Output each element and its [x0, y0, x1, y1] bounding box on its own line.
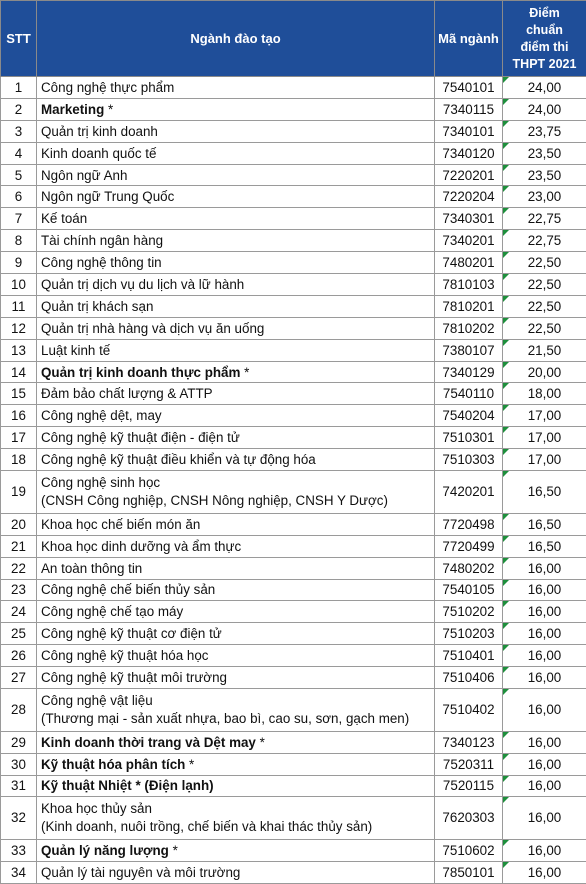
row-score: 16,00 — [503, 862, 586, 884]
row-major-code: 7510203 — [435, 623, 503, 645]
row-major-code: 7340201 — [435, 230, 503, 252]
major-name-text: Tài chính ngân hàng — [41, 233, 163, 248]
header-score-line: điểm thi — [503, 39, 586, 56]
row-score: 22,75 — [503, 208, 586, 230]
major-name-subline: (Thương mại - sản xuất nhựa, bao bì, cao su, sơn, gạch men) — [41, 710, 430, 728]
table-row — [1, 208, 586, 230]
table-row — [1, 77, 586, 99]
row-major-name — [37, 142, 435, 164]
major-name-subline: (Kinh doanh, nuôi trồng, chế biến và khai thác thủy sản) — [41, 818, 430, 836]
row-major-name — [37, 775, 435, 797]
row-stt: 4 — [1, 142, 37, 164]
row-major-code: 7340101 — [435, 120, 503, 142]
header-stt: STT — [1, 1, 37, 77]
major-name-text: Đảm bảo chất lượng & ATTP — [41, 386, 213, 401]
row-stt: 28 — [1, 688, 37, 731]
row-stt: 12 — [1, 317, 37, 339]
row-major-name — [37, 230, 435, 252]
table-row — [1, 667, 586, 689]
row-stt: 17 — [1, 427, 37, 449]
row-stt: 32 — [1, 797, 37, 840]
row-stt: 3 — [1, 120, 37, 142]
row-major-code: 7620303 — [435, 797, 503, 840]
table-row — [1, 98, 586, 120]
row-score: 16,00 — [503, 688, 586, 731]
major-name-text: Công nghệ kỹ thuật môi trường — [41, 670, 227, 685]
table-row — [1, 623, 586, 645]
table-row — [1, 840, 586, 862]
major-name-text: Công nghệ kỹ thuật cơ điện tử — [41, 626, 222, 641]
row-score: 16,50 — [503, 535, 586, 557]
row-score: 23,50 — [503, 142, 586, 164]
table-row — [1, 383, 586, 405]
row-stt: 25 — [1, 623, 37, 645]
major-name-text: Công nghệ kỹ thuật điện - điện tử — [41, 430, 240, 445]
row-score: 20,00 — [503, 361, 586, 383]
major-name-text: Công nghệ thông tin — [41, 255, 162, 270]
row-stt: 27 — [1, 667, 37, 689]
row-major-name — [37, 164, 435, 186]
major-name-text: Khoa học chế biến món ăn — [41, 517, 200, 532]
row-score: 17,00 — [503, 449, 586, 471]
row-stt: 10 — [1, 274, 37, 296]
row-major-code: 7420201 — [435, 471, 503, 514]
row-major-code: 7340129 — [435, 361, 503, 383]
row-stt: 26 — [1, 645, 37, 667]
row-score: 16,50 — [503, 471, 586, 514]
row-major-name — [37, 623, 435, 645]
row-stt: 11 — [1, 295, 37, 317]
row-major-code: 7540204 — [435, 405, 503, 427]
major-name-note: * — [169, 843, 178, 858]
row-major-name — [37, 208, 435, 230]
table-header-row — [1, 1, 586, 77]
row-major-code: 7720499 — [435, 535, 503, 557]
row-stt: 9 — [1, 252, 37, 274]
row-major-code: 7510406 — [435, 667, 503, 689]
row-stt: 19 — [1, 471, 37, 514]
row-major-name — [37, 797, 435, 840]
table-row — [1, 142, 586, 164]
major-name-text: Kinh doanh thời trang và Dệt may — [41, 735, 256, 750]
row-major-code: 7340123 — [435, 731, 503, 753]
major-name-text: Quản trị khách sạn — [41, 299, 153, 314]
row-major-name — [37, 753, 435, 775]
row-major-code: 7850101 — [435, 862, 503, 884]
row-score: 23,00 — [503, 186, 586, 208]
row-major-name — [37, 339, 435, 361]
row-stt: 16 — [1, 405, 37, 427]
row-major-code: 7510402 — [435, 688, 503, 731]
major-name-subline: (CNSH Công nghiệp, CNSH Nông nghiệp, CNSH Y Dược) — [41, 492, 430, 510]
table-row — [1, 164, 586, 186]
row-major-name — [37, 688, 435, 731]
row-stt: 8 — [1, 230, 37, 252]
table-row — [1, 427, 586, 449]
major-name-text: Công nghệ sinh học — [41, 475, 160, 490]
row-stt: 6 — [1, 186, 37, 208]
table-row — [1, 775, 586, 797]
row-major-name — [37, 557, 435, 579]
row-major-name — [37, 513, 435, 535]
row-major-code: 7480201 — [435, 252, 503, 274]
table-row — [1, 471, 586, 514]
major-name-text: Công nghệ vật liệu — [41, 693, 153, 708]
row-major-name — [37, 579, 435, 601]
row-score: 21,50 — [503, 339, 586, 361]
row-stt: 30 — [1, 753, 37, 775]
row-score: 22,50 — [503, 274, 586, 296]
row-score: 16,50 — [503, 513, 586, 535]
row-major-code: 7340120 — [435, 142, 503, 164]
row-major-code: 7510303 — [435, 449, 503, 471]
major-name-text: Kỹ thuật hóa phân tích — [41, 757, 185, 772]
table-row — [1, 645, 586, 667]
major-name-text: Quản trị kinh doanh thực phẩm — [41, 365, 240, 380]
table-row — [1, 797, 586, 840]
row-stt: 33 — [1, 840, 37, 862]
major-name-text: Quản trị dịch vụ du lịch và lữ hành — [41, 277, 244, 292]
major-name-text: Kỹ thuật Nhiệt — [41, 778, 132, 793]
row-stt: 15 — [1, 383, 37, 405]
row-score: 22,75 — [503, 230, 586, 252]
major-name-note: * — [104, 102, 113, 117]
table-row — [1, 688, 586, 731]
major-name-text: Quản trị nhà hàng và dịch vụ ăn uống — [41, 321, 264, 336]
table-row — [1, 557, 586, 579]
row-major-name — [37, 274, 435, 296]
row-major-code: 7810103 — [435, 274, 503, 296]
row-score: 16,00 — [503, 667, 586, 689]
major-name-text: Công nghệ kỹ thuật điều khiển và tự động hóa — [41, 452, 316, 467]
row-major-name — [37, 186, 435, 208]
row-major-code: 7540110 — [435, 383, 503, 405]
major-name-text: Công nghệ thực phẩm — [41, 80, 174, 95]
row-major-name — [37, 535, 435, 557]
table-row — [1, 862, 586, 884]
row-major-name — [37, 731, 435, 753]
row-major-code: 7510401 — [435, 645, 503, 667]
row-stt: 20 — [1, 513, 37, 535]
major-name-text: Marketing — [41, 102, 104, 117]
table-row — [1, 230, 586, 252]
major-name-text: Công nghệ chế biến thủy sản — [41, 582, 215, 597]
row-major-name — [37, 77, 435, 99]
row-major-code: 7220204 — [435, 186, 503, 208]
row-stt: 34 — [1, 862, 37, 884]
row-major-name — [37, 601, 435, 623]
row-major-name — [37, 317, 435, 339]
header-score-line: Điểm — [503, 5, 586, 22]
major-name-text: Ngôn ngữ Anh — [41, 168, 127, 183]
table-row — [1, 120, 586, 142]
table-row — [1, 535, 586, 557]
row-score: 24,00 — [503, 98, 586, 120]
row-stt: 5 — [1, 164, 37, 186]
table-row — [1, 361, 586, 383]
table-row — [1, 295, 586, 317]
row-major-name — [37, 471, 435, 514]
row-major-code: 7520311 — [435, 753, 503, 775]
row-major-name — [37, 840, 435, 862]
table-row — [1, 753, 586, 775]
row-stt: 18 — [1, 449, 37, 471]
table-row — [1, 317, 586, 339]
row-score: 24,00 — [503, 77, 586, 99]
row-stt: 13 — [1, 339, 37, 361]
row-stt: 14 — [1, 361, 37, 383]
major-name-text: Công nghệ chế tạo máy — [41, 604, 183, 619]
table-row — [1, 601, 586, 623]
table-row — [1, 731, 586, 753]
table-row — [1, 449, 586, 471]
row-score: 18,00 — [503, 383, 586, 405]
row-score: 16,00 — [503, 840, 586, 862]
table-row — [1, 579, 586, 601]
row-score: 16,00 — [503, 645, 586, 667]
major-name-text: Công nghệ dệt, may — [41, 408, 162, 423]
row-major-code: 7540101 — [435, 77, 503, 99]
row-major-name — [37, 862, 435, 884]
row-major-code: 7810201 — [435, 295, 503, 317]
row-major-code: 7480202 — [435, 557, 503, 579]
row-major-name — [37, 449, 435, 471]
row-major-code: 7510301 — [435, 427, 503, 449]
row-major-name — [37, 667, 435, 689]
row-stt: 2 — [1, 98, 37, 120]
table-row — [1, 274, 586, 296]
row-major-code: 7220201 — [435, 164, 503, 186]
row-stt: 29 — [1, 731, 37, 753]
major-name-text: Kế toán — [41, 211, 87, 226]
major-name-text: Quản trị kinh doanh — [41, 124, 158, 139]
table-row — [1, 186, 586, 208]
row-major-name — [37, 427, 435, 449]
major-name-text: Quản lý năng lượng — [41, 843, 169, 858]
header-score-line: THPT 2021 — [503, 56, 586, 73]
major-name-note: * — [240, 365, 249, 380]
major-name-text: An toàn thông tin — [41, 561, 142, 576]
row-major-name — [37, 405, 435, 427]
row-major-code: 7510602 — [435, 840, 503, 862]
major-name-note: * — [256, 735, 265, 750]
row-stt: 7 — [1, 208, 37, 230]
row-major-name — [37, 120, 435, 142]
row-score: 22,50 — [503, 252, 586, 274]
major-name-text: Quản lý tài nguyên và môi trường — [41, 865, 240, 880]
row-score: 23,50 — [503, 164, 586, 186]
row-score: 16,00 — [503, 753, 586, 775]
row-stt: 24 — [1, 601, 37, 623]
header-score-line: chuẩn — [503, 22, 586, 39]
row-major-code: 7340115 — [435, 98, 503, 120]
row-stt: 1 — [1, 77, 37, 99]
row-major-name — [37, 252, 435, 274]
row-score: 23,75 — [503, 120, 586, 142]
row-major-code: 7720498 — [435, 513, 503, 535]
major-name-text: Luật kinh tế — [41, 343, 110, 358]
header-score — [503, 1, 586, 77]
table-row — [1, 513, 586, 535]
row-score: 17,00 — [503, 405, 586, 427]
row-major-code: 7520115 — [435, 775, 503, 797]
major-name-text: Khoa học thủy sản — [41, 801, 152, 816]
row-score: 16,00 — [503, 797, 586, 840]
table-row — [1, 339, 586, 361]
row-major-name — [37, 383, 435, 405]
row-score: 17,00 — [503, 427, 586, 449]
row-stt: 31 — [1, 775, 37, 797]
major-name-note: * (Điện lạnh) — [132, 778, 214, 793]
header-major-code: Mã ngành — [435, 1, 503, 77]
major-name-text: Công nghệ kỹ thuật hóa học — [41, 648, 209, 663]
header-major-name: Ngành đào tạo — [37, 1, 435, 77]
major-name-note: * — [185, 757, 194, 772]
row-score: 16,00 — [503, 623, 586, 645]
table-body — [1, 77, 586, 884]
row-score: 22,50 — [503, 295, 586, 317]
row-stt: 21 — [1, 535, 37, 557]
row-major-name — [37, 295, 435, 317]
row-score: 16,00 — [503, 775, 586, 797]
row-major-name — [37, 98, 435, 120]
row-major-code: 7340301 — [435, 208, 503, 230]
major-name-text: Ngôn ngữ Trung Quốc — [41, 189, 174, 204]
row-major-name — [37, 645, 435, 667]
major-name-text: Khoa học dinh dưỡng và ẩm thực — [41, 539, 241, 554]
row-major-code: 7540105 — [435, 579, 503, 601]
row-score: 16,00 — [503, 731, 586, 753]
row-score: 22,50 — [503, 317, 586, 339]
row-major-code: 7810202 — [435, 317, 503, 339]
row-major-code: 7380107 — [435, 339, 503, 361]
row-score: 16,00 — [503, 579, 586, 601]
row-stt: 22 — [1, 557, 37, 579]
row-score: 16,00 — [503, 557, 586, 579]
row-score: 16,00 — [503, 601, 586, 623]
table-row — [1, 252, 586, 274]
row-major-code: 7510202 — [435, 601, 503, 623]
row-stt: 23 — [1, 579, 37, 601]
major-name-text: Kinh doanh quốc tế — [41, 146, 156, 161]
table-row — [1, 405, 586, 427]
row-major-name — [37, 361, 435, 383]
